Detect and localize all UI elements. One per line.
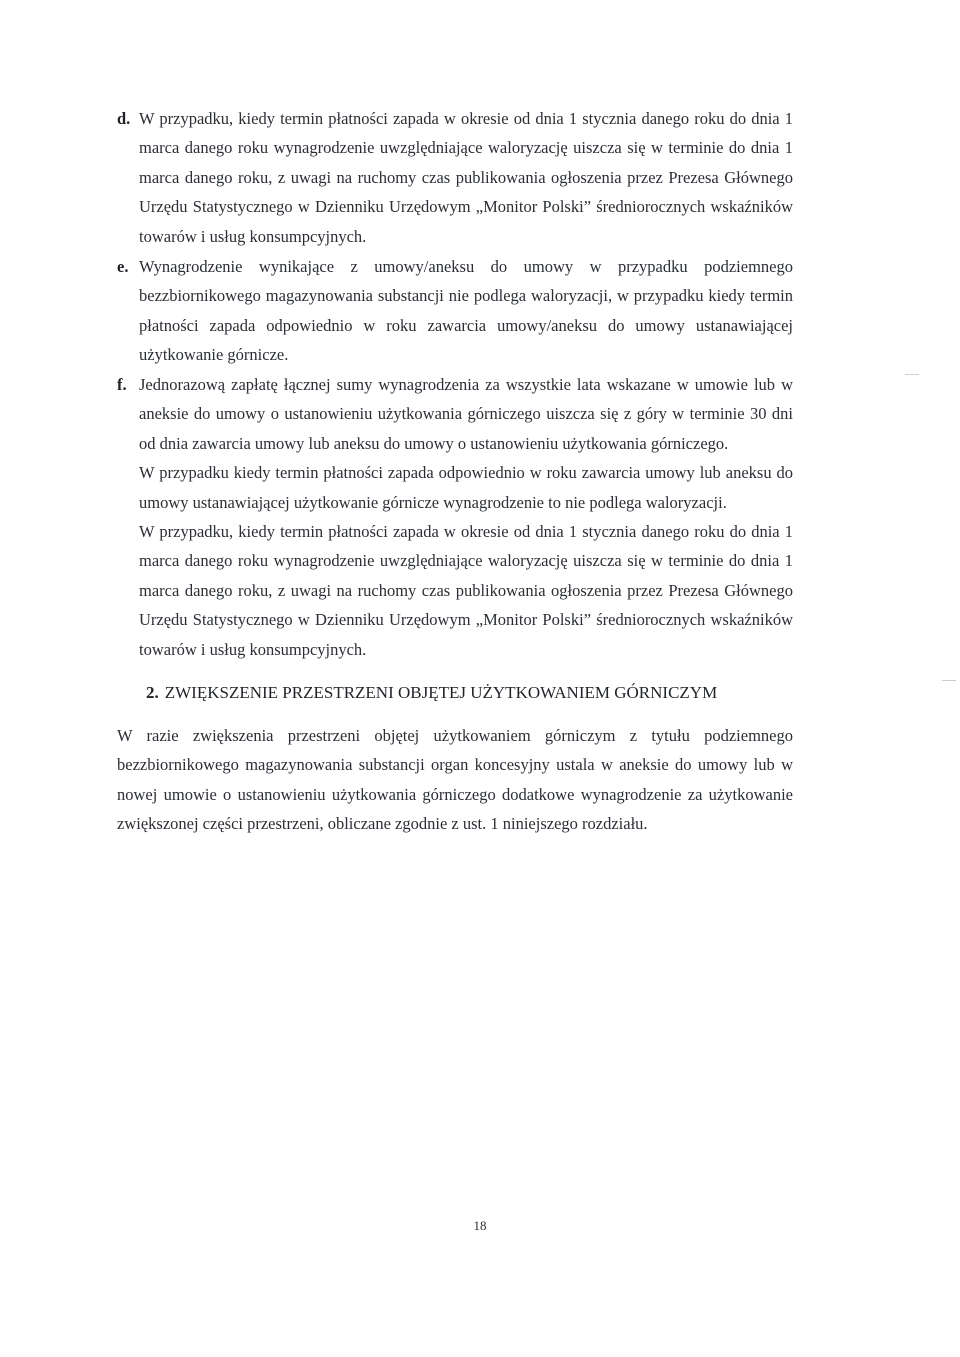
scan-edge-mark [905,374,919,375]
list-marker: e. [117,257,129,276]
list-item-body [139,252,793,370]
list-item-body [139,104,793,251]
paragraph: W przypadku, kiedy termin płatności zapada w okresie od dnia 1 stycznia danego roku do dnia 1 marca danego roku wynagrodzenie uwzględniające waloryzację uiszcza się w terminie do dnia 1 marca danego roku, z uwagi na ruchomy czas publikowania ogłoszenia przez Prezesa Głównego Urzędu Statystycznego w Dzienniku Urzędowym „Monitor Polski” średniorocznych wskaźników towarów i usług konsumpcyjnych. [139,522,793,659]
list-item-body [139,370,793,664]
list-item-d [117,104,793,251]
page-number: 18 [473,1218,487,1233]
list-item-f [117,370,793,664]
section-number: 2. [146,683,159,702]
section-heading [146,680,717,706]
section-title: ZWIĘKSZENIE PRZESTRZENI OBJĘTEJ UŻYTKOWANIEM GÓRNICZYM [164,683,718,702]
section-body-paragraph: W razie zwiększenia przestrzeni objętej użytkowaniem górniczym z tytułu podziemnego bezzbiornikowego magazynowania substancji organ koncesyjny ustala w aneksie do umowy lub w nowej umowie o ustanowieniu użytkowania górniczego dodatkowe wynagrodzenie za użytkowanie zwiększonej części przestrzeni, obliczane zgodnie z ust. 1 niniejszego rozdziału. [117,726,793,834]
paragraph: Wynagrodzenie wynikające z umowy/aneksu do umowy w przypadku podziemnego bezzbiornikowego magazynowania substancji nie podlega waloryzacji, w przypadku kiedy termin płatności zapada odpowiednio w roku zawarcia umowy/aneksu do umowy ustanawiającej użytkowanie górnicze. [139,257,793,365]
paragraph: W przypadku, kiedy termin płatności zapada w okresie od dnia 1 stycznia danego roku do dnia 1 marca danego roku wynagrodzenie uwzględniające waloryzację uiszcza się w terminie do dnia 1 marca danego roku, z uwagi na ruchomy czas publikowania ogłoszenia przez Prezesa Głównego Urzędu Statystycznego w Dzienniku Urzędowym „Monitor Polski” średniorocznych wskaźników towarów i usług konsumpcyjnych. [139,109,793,246]
list-marker: f. [117,375,127,394]
list-marker: d. [117,109,131,128]
scan-edge-mark [942,680,956,681]
paragraph: W przypadku kiedy termin płatności zapada odpowiednio w roku zawarcia umowy lub aneksu do umowy ustanawiającej użytkowanie górnicze wynagrodzenie to nie podlega waloryzacji. [139,463,793,512]
list-item-e [117,252,793,370]
paragraph: Jednorazową zapłatę łącznej sumy wynagrodzenia za wszystkie lata wskazane w umowie lub w aneksie do umowy o ustanowieniu użytkowania górniczego uiszcza się z góry w terminie 30 dni od dnia zawarcia umowy lub aneksu do umowy o ustanowieniu użytkowania górniczego. [139,375,793,453]
